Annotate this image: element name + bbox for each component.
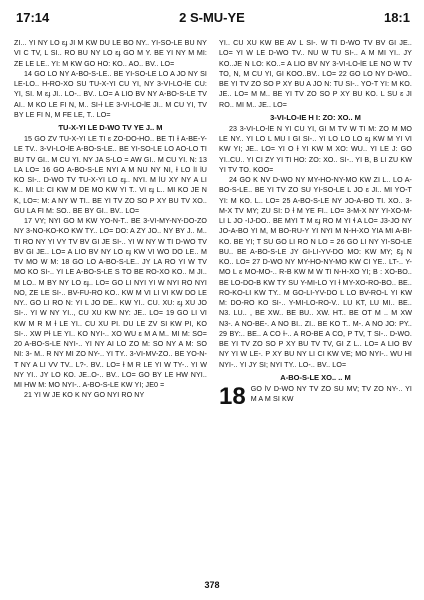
page-number: 378 bbox=[204, 580, 220, 590]
paragraph: YI.. CU XU KW BE AV L SI-. W TI D-WO TV BV GI JE.. LO= YI W LE D-WO TV.. NU W TU SI-.. A M MI YI.. JY KO..JE N LO: KO..= A LIO BV NY 3-VI-LO-ƖE LE NO W TV TO, N, M CU YI, GI KOO..BV.. LO= 22 GO LO NY D-WO.. BE YI TV ZO SO P XY BU A JO N: TU SI-.. YO-T YI: M KO. JE.. LO= M M.. BE YI TV ZO SO P XY BU KO. L SU ɛ JI RO.. MI M.. JE.. LO= bbox=[219, 39, 412, 109]
page-header bbox=[0, 0, 424, 34]
paragraph: 15 GO ZV ƬU-X-YI LE TI ɛ ZO-DO-HO.. BE TI Ɨ A-BE-Y-LE TV.. 3-VI-LO-ƖE A-BO-S-LE.. BE YI-SO-LE LO AO-LO TI BU TV GI.. M CU YI. NY JA S-LO = AW GI.. M CU YI. N: 13 LA LO= 16 GO A-BO-S-LE NYI A M NU NY NI, Ɨ LO ƖI ƖU KO SI-.. D-WO TV ƬU-X-YI LO ɛɟ.. NYI. M ƖU XY NY A LI K.. MI LI: CI KW M DE MO KW YI T.. VI ɛɟ L.. MI KO JE N K, LO=: M: A NY W TI.. BE YI TV ZO SO P XY BU TV XO.. GU LA FI M: SO.. BE BY GI.. BV.. LO= bbox=[14, 135, 207, 215]
chapter-start bbox=[219, 382, 412, 410]
section-heading: 3-VI-LO-ƖE H I: ZO: XO.. M bbox=[270, 112, 361, 122]
section-heading: A-BO-S-LE XO.. .. M bbox=[280, 372, 351, 382]
paragraph: 23 3-VI-LO-ƖE N YI CU YI, GI M TV W TI M: ZO M MO LE NY.. YI LO L MU I GI SI-.. YI LO LO LO ɛɟ KW M YI VI KW YI; JE.. LO= YI O Ɨ YI KW M XO: WU.. YI LE J: GO YI..CU.. YI CI ZY YI TI HO: ZO: XO.. SI-.. YI B, B LI ZU KW YI TV TO. KOO= bbox=[219, 124, 412, 174]
paragraph: 24 GO K NV D-WO NY MY-HO-NY-MO KW ZI L.. LO A-BO-S-LE.. BE YI TV ZO SU YI-SO-LE L JO ɛ JI.. MI YO-T YI: M KO. L.. LO= 25 A-BO-S-LE NY JO-A-BO TI. XO.. 3-M-X TV MY; ZU SI: D Ɨ M YE FI.. LO= 3-M-X NY YI-XO-M-LI L JO -IJ-DO.. BE MYI T M ɛɟ RO M YI ɬ A LO= J3-JO NY JO-A-BO YI M, M BO-RU-Y YI NYI M N-H-XO YIA MI A-BI-KO. BE YI; T SU GO LI RO N LO = 26 GO LI NY YI-SO-LE BU.. BE A-BO-S-LE JY GI-LI-YV-DO MO: KW MY; Ɛɟ N KO.. LO= 27 D-WO NY MY-HO-NY-MO KW CI YE.. LT-.. Y-MO L ɛ MO-MO-.. R-B KW M W TI N-H-XO YI; B : XO-BO.. BE LO-DO-B KW TY SU Y-MI-LO YI Ɨ MY-XO-RO-BO.. BE.. RO-KO-LI KW TY.. M GO-LI-YV-DO L LO BV-RO-L YI KW M: DO-RO KO SI-.. Y-MI-LO-RO-V.. LU KT, LU MI.. BE.. N3. LU.. , BE XW.. BE BU.. XW. HT.. BE OT M .. M XW N3-. A NO-BE-. A NO BI.. ZI.. BE KO T.. M-. A NO JO: PY.. 29 BY:.. BE.. A CO Ɨ-.. A RO-BE A CO, P TV, T SI-.. D-WO. BE YI TV ZO SO P XY BU TV TV, GI Z L.. LO= A LIO BV NY YI W LE-. P XY BU NY LI CI KW VE; MO NYI-.. WU HI NYI-.. YI JY SI; NYI TY.. LO-.. BV.. LO= bbox=[219, 176, 412, 369]
right-column bbox=[219, 38, 412, 573]
chapter-number: 18 bbox=[219, 382, 246, 410]
paragraph: 21 YI W JE KO K NY GO NYI RO NY bbox=[24, 391, 145, 400]
paragraph: GO ƖV D-WO NY TV ZO SU MV; TV ZO NY-.. YI M A M SI KW bbox=[250, 384, 412, 403]
text-columns bbox=[14, 38, 412, 573]
status-time: 17:14 bbox=[16, 10, 50, 25]
left-column bbox=[14, 38, 207, 573]
paragraph: ZI... YI NY LO ɛɟ JI M KW DU LE BO NY.. YI-SO-LE BU NY VI C TV, L SI.. RO BU NY LO ɛɟ GO M Y. BE YI NY M MI: ZE LE LE.. YI: M KW GO HO: KO.. AO.. BV.. LO= bbox=[14, 39, 207, 68]
chapter-reference: 18:1 bbox=[383, 10, 410, 25]
section-heading: ƬU-X-YI LE D-WO TV YE J.. M bbox=[58, 123, 163, 132]
paragraph: 14 GO LO NY A-BO-S-LE.. BE YI-SO-LE LO A JO NY SI LE-LO.. H-RO-XO SU ƬU-X-YI CU YI, NY 3-VI-LO-ƖE CU: YI, SI. M ɛɟ JI.. LO-.. BV.. LO= A LIO BV NY A-BO-S-LE TV AI.. M KO LE FI N, M.. SI-Ɨ LE 3-VI-LO-ƖE JI.. M CU YI, TV BY LE FI N, M FE LE, T.. LO= bbox=[14, 69, 207, 119]
book-title: 2 S-MU-YE bbox=[179, 10, 245, 25]
paragraph: 17 VY; NYI GO M KW YO-N-T.. BE 3-VI-MY-NY-DO-ZO NY 3-NO-KO-KO KW TY.. LO= DO: A ZY JO.. NY BY J.. M.. TI RO NY YI VY TV BV GI JE SI-.. YI W NY W TI D-WO TV BV GI JE.. LO= A LIO BV NY LO ɛɟ KW VI WO DO LE.. M TV MO W M: 18 GO LO A-BO-S-LE.. JY LA RO YI W TV MO KO SI-.. YI LE A-BO-S-LE S TO BE RO-XO KO.. M JI.. M LO.. M BY NY LO ɛɟ.. LO= GO LI NYI YI W NYI RO NYI NO, ZE LE SI-.. BV-FU-RO KO.. KW M VI LI VI KW DO LE NY.. GO LI RO N: YI L JO DE.. KW YI.. CU. XU: ɛɟ XU JO SI-.. YI W NY YI.., CU XU KW NY: JE.. LO= 19 GO LI VI KW M R M Ɨ LE YI.. CU XU PI. DU LE ZV SI KW PI, KO SI-.. XW PƗ LE YI.. KO NYI-.. XO WU ɛ M A M.. MI M: SO= 20 A-BO-S-LE NYI-.. YI NY AI LO ZO M: SO NY A M: SO NI: 3- M.. R NY MI ZO NY-.. YI TY.. 3-VI-MV-ZO.. BE YO-N-T NY A LI VV TV.. L?-. BV.. LO= Ɨ M R LE YI W TY-.. YI W NY YI.. JY LO KO. JE..O-.. BV.. LO= GO BY LE HW NYI.. MI HW M: MO NYI-.. A-BO-S-LE KW YI; JE0 = bbox=[14, 217, 207, 389]
